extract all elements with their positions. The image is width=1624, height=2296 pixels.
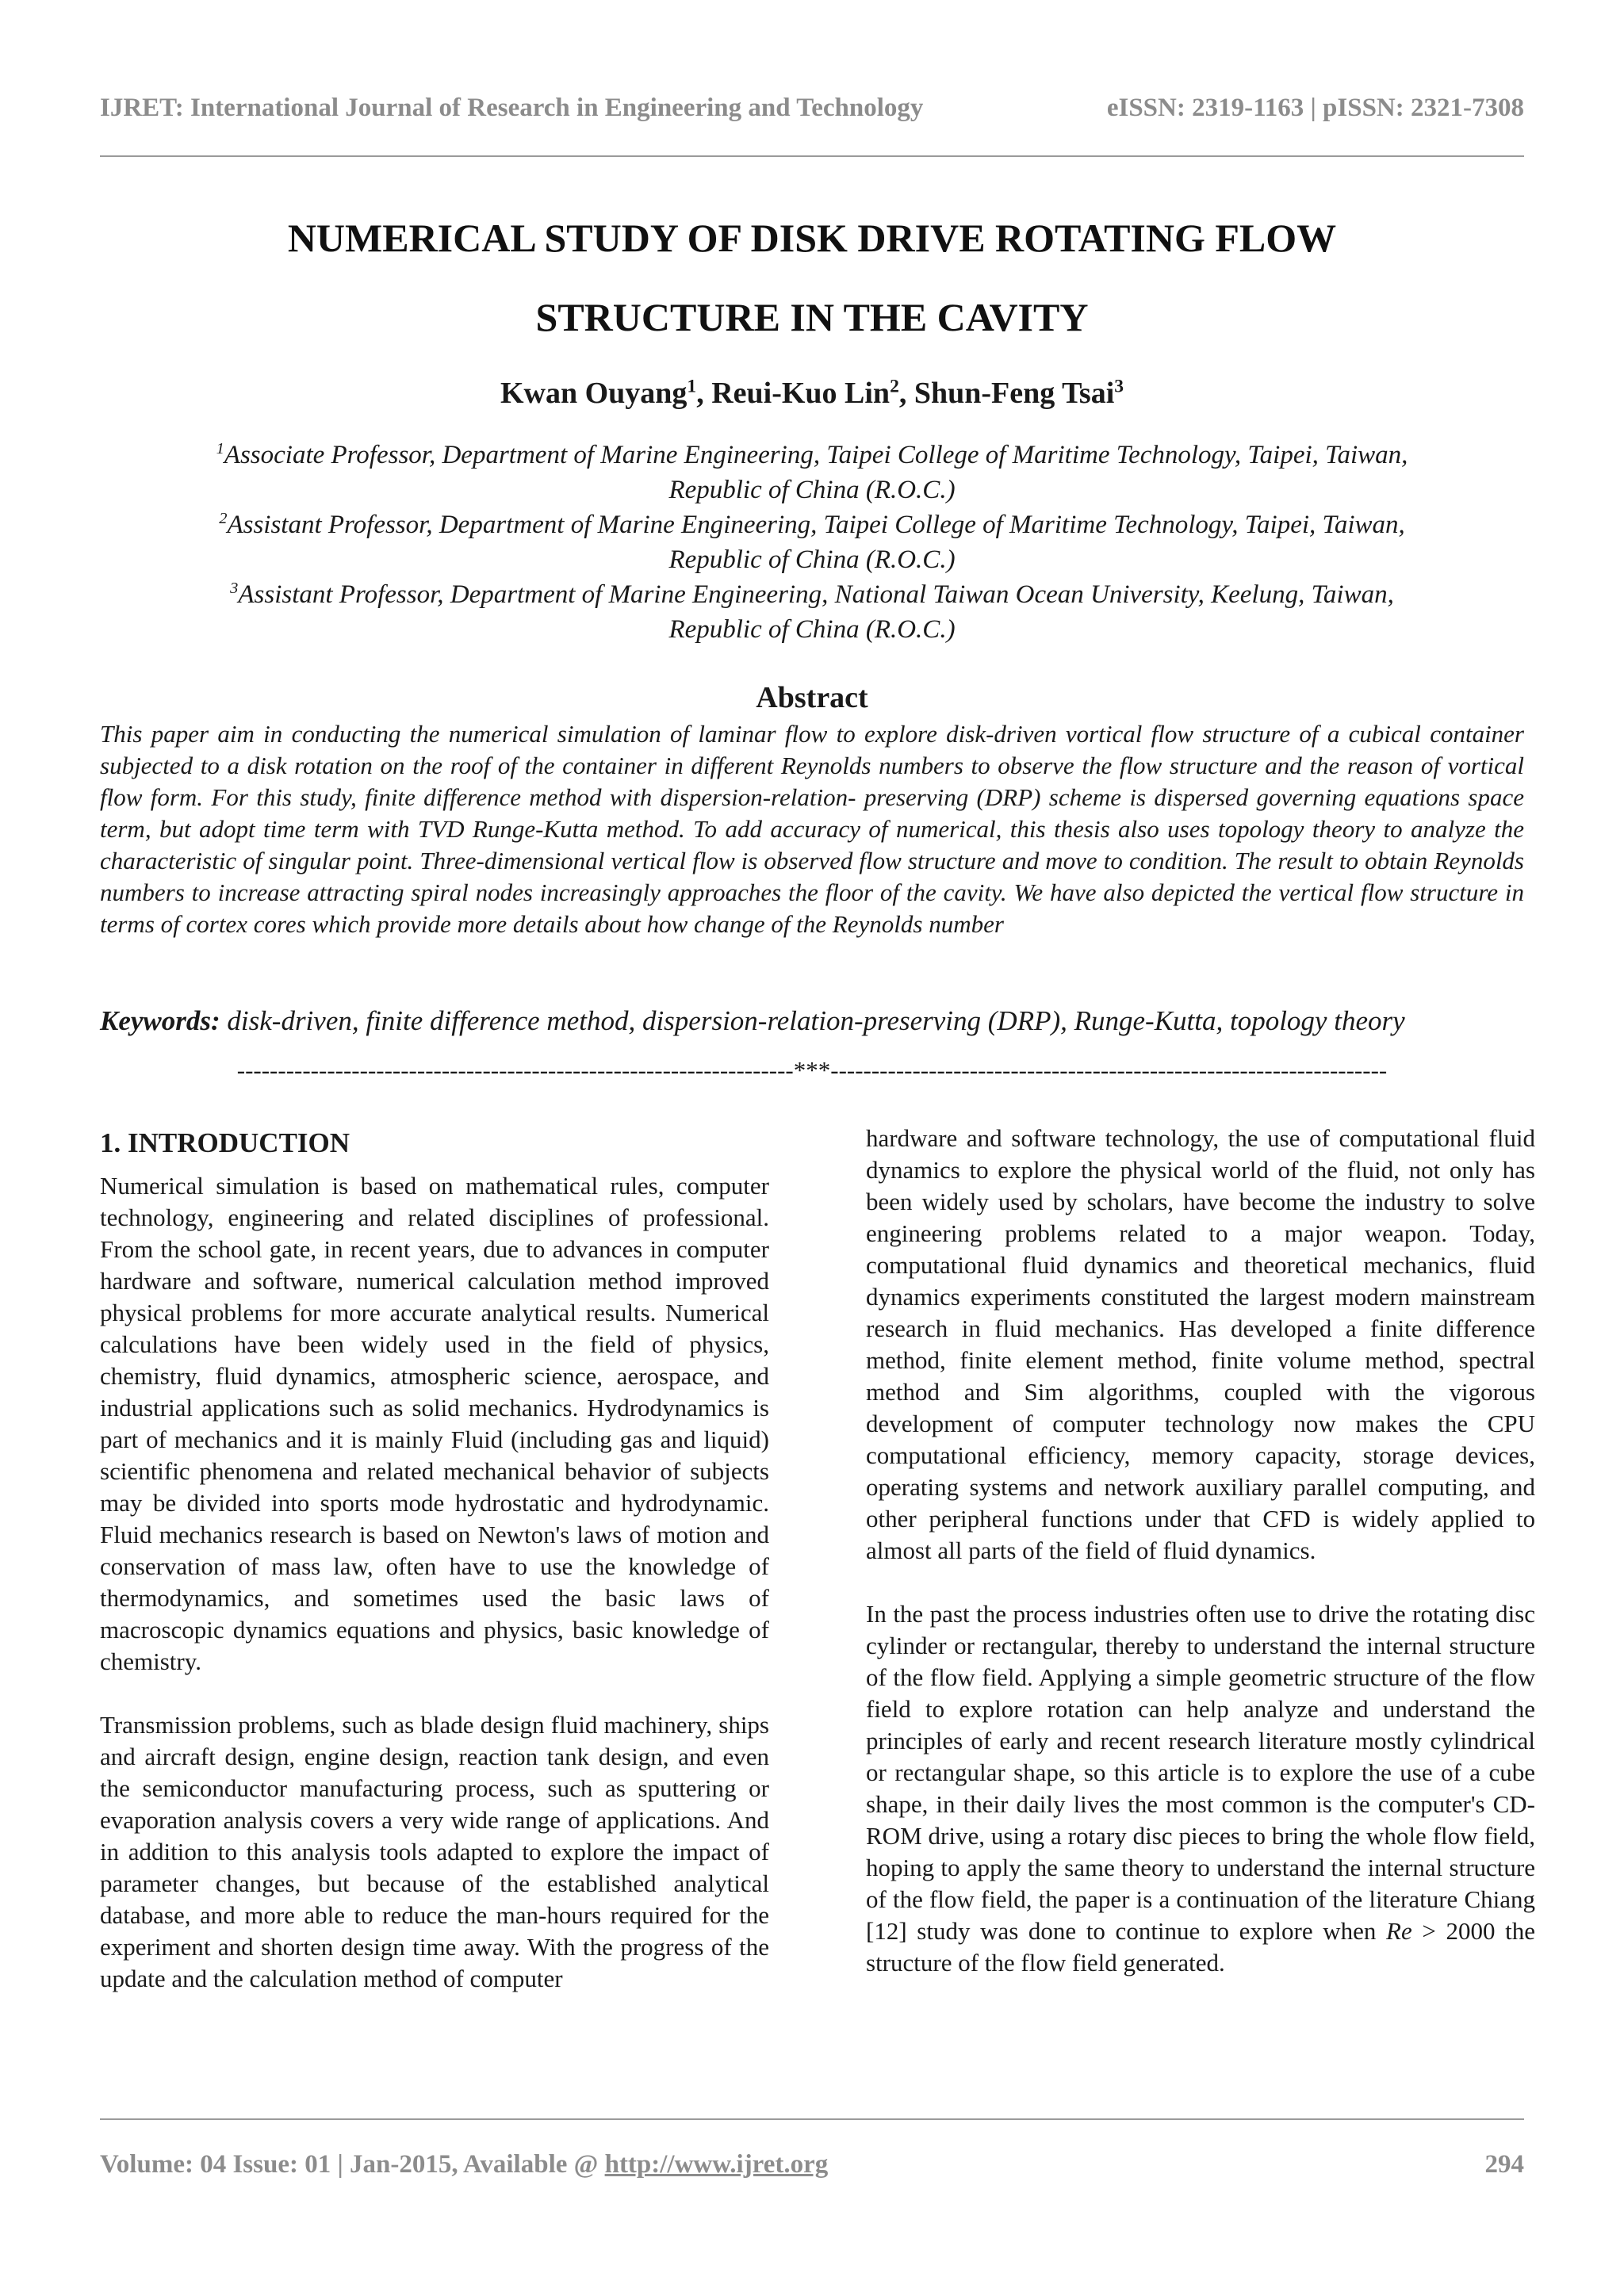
aff-text: Assistant Professor, Department of Marine Engineering, Taipei College of Maritime Technology, Taipei, Taiwan, <box>227 511 1405 539</box>
keywords-text: disk-driven, finite difference method, dispersion-relation-preserving (DRP), Runge-Kutta, topology theory <box>220 1005 1405 1036</box>
abstract-heading: Abstract <box>756 681 868 714</box>
aff-country: Republic of China (R.O.C.) <box>668 476 956 504</box>
section-separator: --------------------------------------------------------------------***-------------------------------------------------------------------- <box>236 1056 1388 1084</box>
author-name: Shun-Feng Tsai <box>914 377 1115 410</box>
paper-title <box>100 198 1524 357</box>
aff-country: Republic of China (R.O.C.) <box>668 545 956 574</box>
author-sup: 2 <box>890 376 899 397</box>
header-rule <box>100 155 1524 157</box>
author-name: Reui-Kuo Lin <box>711 377 891 410</box>
abstract-text: This paper aim in conducting the numerical simulation of laminar flow to explore disk-driven vortical flow structure of a cubical container subjected to a disk rotation on the roof of the container in different Reynolds numbers to observe the flow structure and the reason of vortical flow form. For this study, finite difference method with dispersion-relation- preserving (DRP) scheme is dispersed governing equations space term, but adopt time term with TVD Runge-Kutta method. To add accuracy of numerical, this thesis also uses topology theory to analyze the characteristic of singular point. Three-dimensional vertical flow is observed flow structure and move to condition. The result to obtain Reynolds numbers to increase attracting spiral nodes increasingly approaches the floor of the cavity. We have also depicted the vertical flow structure in terms of cortex cores which provide more details about how change of the Reynolds number <box>100 720 1524 938</box>
author-list <box>100 376 1524 411</box>
footer-volume <box>100 2150 828 2179</box>
journal-link[interactable]: http://www.ijret.org <box>604 2150 829 2179</box>
aff-sup: 2 <box>219 510 228 527</box>
paragraph: Numerical simulation is based on mathematical rules, computer technology, engineering and related disciplines of professional. From the school gate, in recent years, due to advances in computer hardware and software, numerical calculation method improved physical problems for more accurate analytical results. Numerical calculations have been widely used in the field of physics, chemistry, fluid dynamics, atmospheric science, aerospace, and industrial applications such as solid mechanics. Hydrodynamics is part of mechanics and it is mainly Fluid (including gas and liquid) scientific phenomena and related mechanical behavior of subjects may be divided into sports mode hydrostatic and hydrodynamic. Fluid mechanics research is based on Newton's laws of motion and conservation of mass law, often have to use the knowledge of thermodynamics, and sometimes used the basic laws of macroscopic dynamics equations and physics, basic knowledge of chemistry. <box>100 1172 769 1675</box>
paragraph <box>866 1598 1535 1979</box>
reynolds-symbol: Re <box>1386 1917 1412 1945</box>
keywords-label: Keywords: <box>100 1005 220 1036</box>
author-sep: , <box>696 377 712 410</box>
aff-sup: 3 <box>230 580 239 597</box>
affiliation-list <box>100 438 1524 647</box>
section-heading: 1. INTRODUCTION <box>100 1127 350 1158</box>
paragraph: Transmission problems, such as blade design fluid machinery, ships and aircraft design, engine design, reaction tank design, and even the semiconductor manufacturing process, such as sputtering or evaporation analysis covers a very wide range of applications. And in addition to this analysis tools adapted to explore the impact of parameter changes, but because of the established analytical database, and more able to reduce the man-hours required for the experiment and shorten design time away. With the progress of the update and the calculation method of computer <box>100 1711 769 1992</box>
aff-country: Republic of China (R.O.C.) <box>668 615 956 644</box>
author-name: Kwan Ouyang <box>500 377 688 410</box>
author-sup: 3 <box>1114 376 1124 397</box>
keywords-line <box>100 1004 1524 1039</box>
title-line-2: STRUCTURE IN THE CAVITY <box>535 295 1089 339</box>
title-line-1: NUMERICAL STUDY OF DISK DRIVE ROTATING FLOW <box>287 216 1337 260</box>
journal-name: IJRET: International Journal of Research in Engineering and Technology <box>100 94 924 122</box>
author-sup: 1 <box>687 376 697 397</box>
page-number: 294 <box>1484 2150 1524 2179</box>
running-header <box>100 94 1524 141</box>
left-column <box>100 1126 769 2026</box>
aff-text: Assistant Professor, Department of Marine Engineering, National Taiwan Ocean University, Keelung, Taiwan, <box>238 580 1394 609</box>
aff-sup: 1 <box>216 440 224 457</box>
paragraph-text: In the past the process industries often use to drive the rotating disc cylinder or rectangular, thereby to understand the internal structure of the flow field. Applying a simple geometric structure of the flow field to explore rotation can help analyze and understand the principles of early and recent research literature mostly cylindrical or rectangular shape, so this article is to explore the use of a cube shape, in their daily lives the most common is the computer's CD-ROM drive, using a rotary disc pieces to bring the whole flow field, hoping to apply the same theory to understand the internal structure of the flow field, the paper is a continuation of the literature Chiang [12] study was done to continue to explore when <box>866 1600 1535 1945</box>
paragraph-text: > 2000 the structure of the flow field generated. <box>866 1917 1535 1976</box>
footer-rule <box>100 2118 1524 2120</box>
affiliation-1 <box>100 438 1524 507</box>
aff-text: Associate Professor, Department of Marine Engineering, Taipei College of Maritime Technology, Taipei, Taiwan, <box>224 441 1408 469</box>
right-column <box>866 1123 1535 2011</box>
affiliation-3 <box>100 577 1524 647</box>
paragraph: hardware and software technology, the use of computational fluid dynamics to explore the physical world of the fluid, not only has been widely used by scholars, have become the industry to solve engineering problems related to a major weapon. Today, computational fluid dynamics and theoretical mechanics, fluid dynamics experiments constituted the largest modern mainstream research in fluid mechanics. Has developed a finite difference method, finite element method, finite volume method, spectral method and Sim algorithms, coupled with the vigorous development of computer technology now makes the CPU computational efficiency, memory capacity, storage devices, operating systems and network auxiliary parallel computing, and other peripheral functions under that CFD is widely applied to almost all parts of the field of fluid dynamics. <box>866 1124 1535 1564</box>
running-footer <box>100 2150 1524 2190</box>
issn-label: eISSN: 2319-1163 | pISSN: 2321-7308 <box>1106 94 1524 122</box>
affiliation-2 <box>100 507 1524 577</box>
author-sep: , <box>898 377 914 410</box>
volume-text: Volume: 04 Issue: 01 | Jan-2015, Available @ <box>100 2150 605 2179</box>
